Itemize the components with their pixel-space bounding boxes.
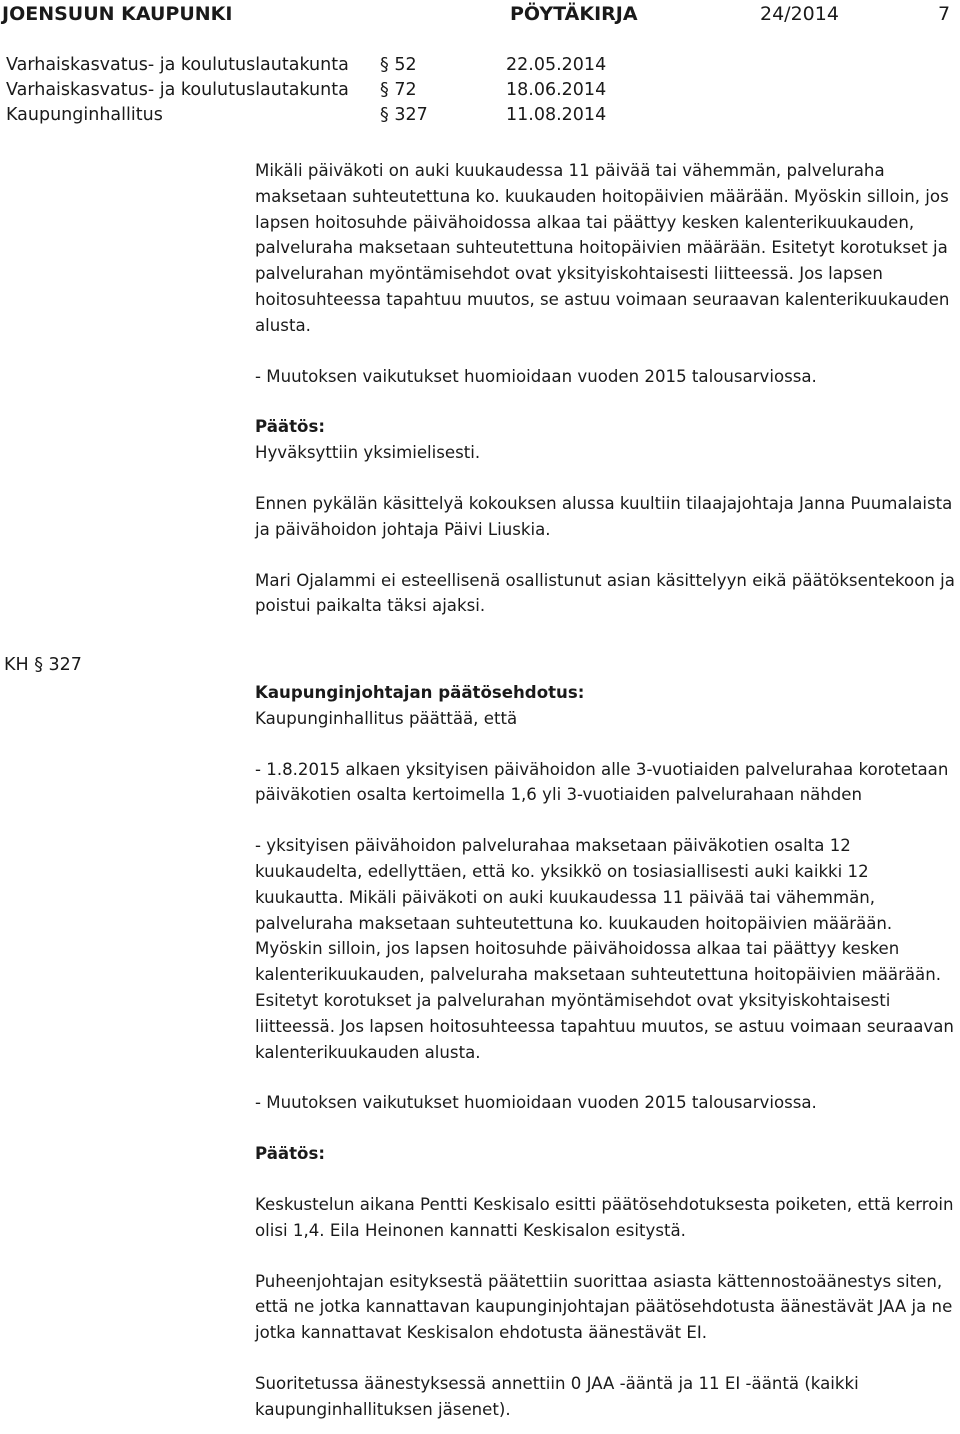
document-number: 24/2014: [760, 3, 839, 25]
meeting-body: Varhaiskasvatus- ja koulutuslautakunta: [6, 55, 349, 75]
meeting-section: § 72: [380, 80, 417, 100]
paragraph: Ennen pykälän käsittelyä kokouksen alussa kuultiin tilaajajohtaja Janna Puumalaista ja päivähoidon johtaja Päivi Liuskia.: [255, 493, 953, 539]
meeting-date: 18.06.2014: [506, 80, 607, 100]
paragraph: Keskustelun aikana Pentti Keskisalo esitti päätösehdotuksesta poiketen, että kerroin olisi 1,4. Eila Heinonen kannatti Keskisalon esitystä.: [255, 1194, 954, 1240]
page-number: 7: [938, 3, 951, 25]
block-2: [255, 680, 955, 1423]
decision-label: Päätös:: [255, 1144, 325, 1164]
paragraph: Puheenjohtajan esityksestä päätettiin suorittaa asiasta kättennostoäänestys siten, että ne jotka kannattavan kaupunginjohtajan päätösehdotusta äänestävät JAA ja ne jotka kannattavat Keskisalon ehdotusta äänestävät EI.: [255, 1271, 953, 1343]
proposal-item: - yksityisen päivähoidon palvelurahaa maksetaan päiväkotien osalta 12 kuukaudelta, edellyttäen, että ko. yksikkö on tosiasiallisesti auki kaikki 12 kuukautta. Mikäli päiväkoti on auki kuukaudessa 11 päivää tai vähemmän, palveluraha maksetaan suhteutettuna ko. kuukauden hoitopäivien määrään. Myöskin silloin, jos lapsen hoitosuhde päivähoidossa alkaa tai päättyy kesken kalenterikuukauden, palveluraha maksetaan suhteutettuna hoitopäivien määrään. Esitetyt korotukset ja palvelurahan myöntämisehdot ovat yksityiskohtaisesti liitteessä. Jos lapsen hoitosuhteessa tapahtuu muutos, se astuu voimaan seuraavan kalenterikuukauden alusta.: [255, 836, 954, 1062]
paragraph: Mari Ojalammi ei esteellisenä osallistunut asian käsittelyyn eikä päätöksentekoon ja poistui paikalta täksi ajaksi.: [255, 570, 955, 616]
meeting-body: Varhaiskasvatus- ja koulutuslautakunta: [6, 80, 349, 100]
meeting-date: 11.08.2014: [506, 105, 607, 125]
meeting-date: 22.05.2014: [506, 55, 607, 75]
proposal-item: - 1.8.2015 alkaen yksityisen päivähoidon alle 3-vuotiaiden palvelurahaa korotetaan päiväkotien osalta kertoimella 1,6 yli 3-vuotiaiden palvelurahaan nähden: [255, 759, 949, 805]
paragraph: Suoritetussa äänestyksessä annettiin 0 JAA -ääntä ja 11 EI -ääntä (kaikki kaupunginhallituksen jäsenet).: [255, 1373, 859, 1419]
kh-section-label: KH § 327: [4, 655, 82, 675]
decision-text: Hyväksyttiin yksimielisesti.: [255, 443, 481, 463]
paragraph: - Muutoksen vaikutukset huomioidaan vuoden 2015 talousarviossa.: [255, 366, 817, 386]
proposal-label: Kaupunginjohtajan päätösehdotus:: [255, 683, 585, 702]
meeting-section: § 327: [380, 105, 428, 125]
meeting-section: § 52: [380, 55, 417, 75]
paragraph: Mikäli päiväkoti on auki kuukaudessa 11 päivää tai vähemmän, palveluraha maksetaan suhteutettuna ko. kuukauden hoitopäivien määrään. Myöskin silloin, jos lapsen hoitosuhde päivähoidossa alkaa tai päättyy kesken kalenterikuukauden, palveluraha maksetaan suhteutettuna hoitopäivien määrään. Esitetyt korotukset ja palvelurahan myöntämisehdot ovat yksityiskohtaisesti liitteessä. Jos lapsen hoitosuhteessa tapahtuu muutos, se astuu voimaan seuraavan kalenterikuukauden alusta.: [255, 161, 950, 335]
meeting-body: Kaupunginhallitus: [6, 105, 163, 125]
block-1: [255, 158, 955, 619]
organization-name: JOENSUUN KAUPUNKI: [2, 3, 233, 25]
document-type: PÖYTÄKIRJA: [510, 3, 638, 25]
decision-label: Päätös:: [255, 417, 325, 437]
proposal-item: - Muutoksen vaikutukset huomioidaan vuoden 2015 talousarviossa.: [255, 1093, 817, 1113]
proposal-intro: Kaupunginhallitus päättää, että: [255, 708, 518, 728]
